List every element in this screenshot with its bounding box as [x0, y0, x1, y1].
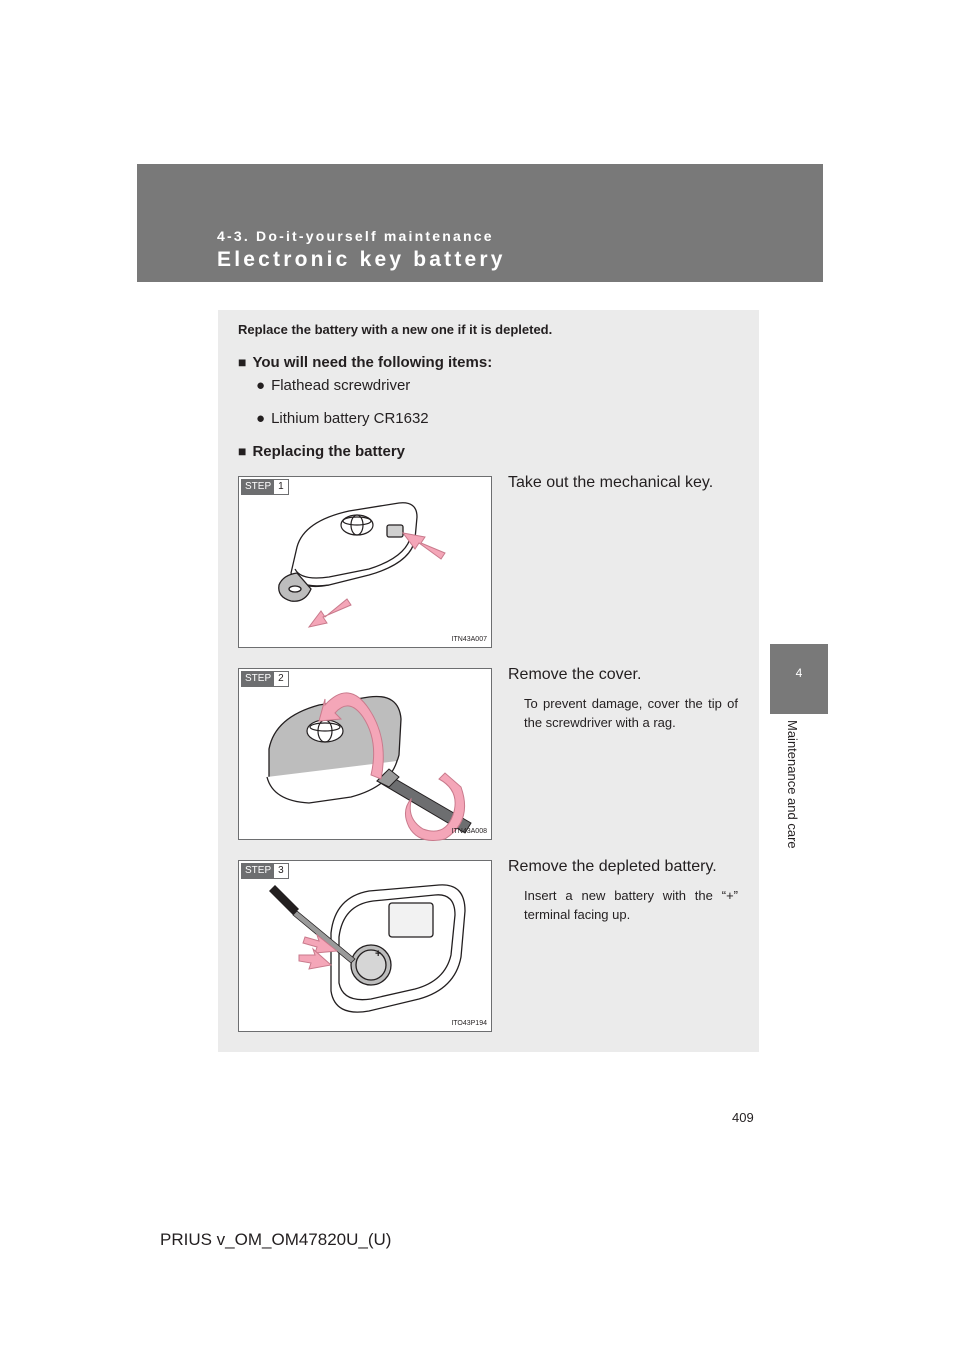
- circle-bullet-icon: ●: [256, 377, 266, 394]
- step-badge-number: 3: [274, 864, 288, 878]
- step-3-illustration: [238, 860, 492, 1032]
- step-2-title: Remove the cover.: [508, 666, 642, 683]
- step-badge-number: 2: [274, 672, 288, 686]
- intro-text: Replace the battery with a new one if it is depleted.: [238, 322, 553, 337]
- square-bullet-icon: ■: [238, 354, 247, 370]
- replace-heading: [238, 443, 405, 460]
- step-2-illustration: [238, 668, 492, 840]
- content-panel: [218, 310, 759, 1052]
- items-heading-text: You will need the following items:: [252, 354, 493, 371]
- page-number: 409: [732, 1110, 754, 1125]
- step-badge-label: STEP: [242, 672, 274, 686]
- list-item: [256, 377, 410, 394]
- items-heading: [238, 354, 492, 371]
- image-code: ITN43A008: [451, 828, 487, 835]
- list-item-text: Flathead screwdriver: [271, 377, 411, 394]
- step-badge-label: STEP: [242, 864, 274, 878]
- step-badge-number: 1: [274, 480, 288, 494]
- step-2-note: To prevent damage, cover the tip of the screwdriver with a rag.: [524, 696, 738, 730]
- step-badge: [241, 671, 289, 687]
- svg-text:+: +: [375, 948, 382, 960]
- section-label: 4-3. Do-it-yourself maintenance: [217, 228, 494, 244]
- page-title: Electronic key battery: [217, 248, 506, 271]
- list-item: [256, 410, 429, 427]
- image-code: ITO43P194: [451, 1020, 487, 1027]
- step-badge: [241, 479, 289, 495]
- replace-heading-text: Replacing the battery: [252, 443, 406, 460]
- key-fob-remove-cover-illustration: [239, 669, 493, 841]
- battery-removal-illustration: [239, 861, 493, 1033]
- step-1-illustration: [238, 476, 492, 648]
- step-badge: [241, 863, 289, 879]
- key-fob-remove-key-illustration: [239, 477, 493, 649]
- step-1-title: Take out the mechanical key.: [508, 474, 714, 491]
- step-badge-label: STEP: [242, 480, 274, 494]
- square-bullet-icon: ■: [238, 443, 247, 459]
- chapter-number: 4: [795, 666, 803, 680]
- document-code: PRIUS v_OM_OM47820U_(U): [160, 1230, 392, 1249]
- step-3-title: Remove the depleted battery.: [508, 858, 717, 875]
- step-3-note: Insert a new battery with the “+” terminal facing up.: [524, 888, 738, 922]
- list-item-text: Lithium battery CR1632: [271, 410, 429, 427]
- image-code: ITN43A007: [451, 636, 487, 643]
- circle-bullet-icon: ●: [256, 410, 266, 427]
- chapter-tab: [770, 644, 828, 714]
- page-header: [137, 164, 823, 282]
- chapter-label: Maintenance and care: [785, 720, 800, 849]
